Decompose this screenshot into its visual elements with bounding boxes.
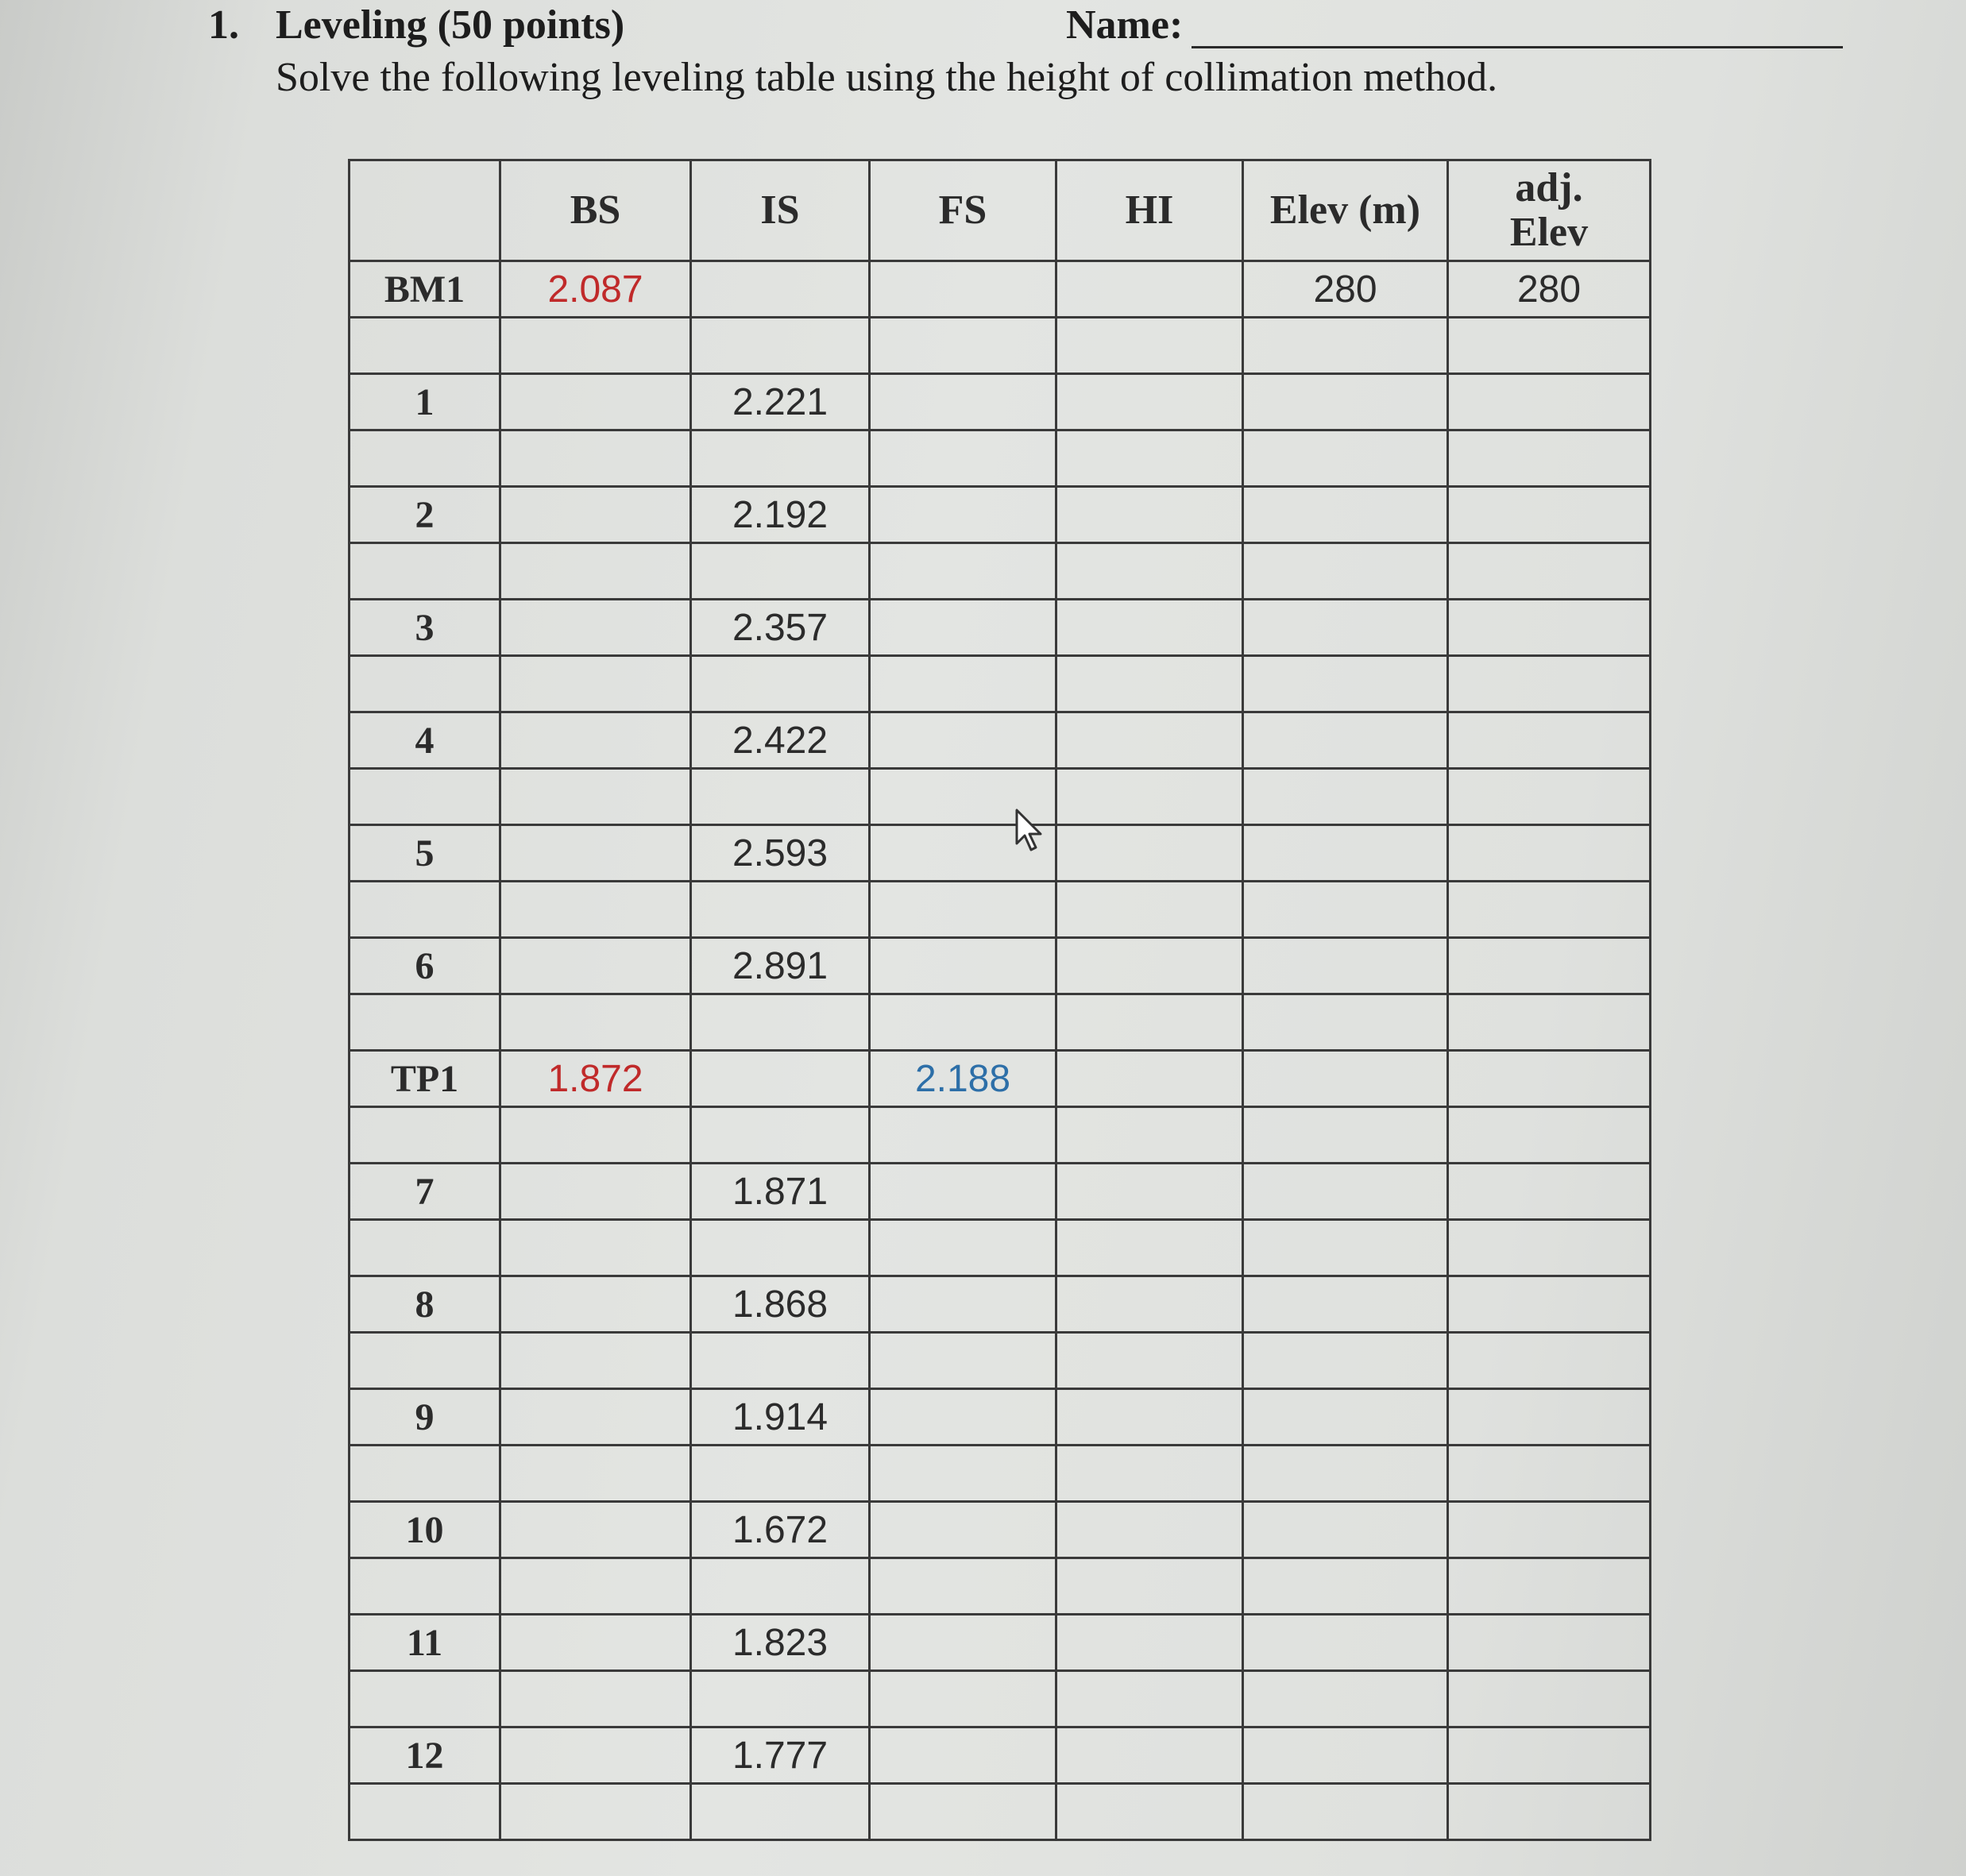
is-cell[interactable] [691, 1051, 870, 1107]
empty-cell[interactable] [1056, 543, 1243, 600]
empty-cell[interactable] [350, 656, 500, 712]
is-cell[interactable]: 1.823 [691, 1615, 870, 1671]
instructions-text: Solve the following leveling table using the height of collimation method. [276, 55, 1498, 100]
empty-cell[interactable] [870, 1107, 1056, 1164]
empty-cell[interactable] [500, 318, 691, 374]
elev-cell[interactable]: 280 [1243, 261, 1448, 318]
empty-cell[interactable] [691, 318, 870, 374]
column-header-fs: FS [870, 160, 1056, 261]
empty-cell[interactable] [1448, 1558, 1651, 1615]
empty-cell[interactable] [870, 1671, 1056, 1727]
bs-cell[interactable] [500, 600, 691, 656]
station-cell: 8 [350, 1276, 500, 1333]
fs-cell[interactable] [870, 1276, 1056, 1333]
empty-cell[interactable] [870, 1333, 1056, 1389]
name-field-line[interactable] [1192, 46, 1843, 48]
empty-cell[interactable] [350, 1220, 500, 1276]
table-row [350, 1502, 1651, 1558]
table-row [350, 712, 1651, 769]
hi-cell[interactable] [1056, 1276, 1243, 1333]
empty-cell[interactable] [1448, 1446, 1651, 1502]
question-title: Leveling (50 points) [276, 2, 625, 48]
empty-cell[interactable] [1243, 543, 1448, 600]
column-header-adj-elev: adj. Elev [1448, 160, 1651, 261]
empty-cell[interactable] [1448, 1107, 1651, 1164]
empty-cell[interactable] [1056, 656, 1243, 712]
empty-cell[interactable] [500, 543, 691, 600]
is-cell[interactable]: 1.777 [691, 1727, 870, 1784]
empty-cell[interactable] [870, 318, 1056, 374]
empty-cell[interactable] [1243, 656, 1448, 712]
hi-cell[interactable] [1056, 600, 1243, 656]
empty-cell[interactable] [500, 769, 691, 825]
column-header-bs: BS [500, 160, 691, 261]
empty-cell[interactable] [350, 769, 500, 825]
spacer-row [350, 656, 1651, 712]
empty-cell[interactable] [870, 543, 1056, 600]
empty-cell[interactable] [1056, 1446, 1243, 1502]
fs-cell[interactable] [870, 1502, 1056, 1558]
hi-cell[interactable] [1056, 1051, 1243, 1107]
elev-cell[interactable] [1243, 1727, 1448, 1784]
is-cell[interactable]: 1.672 [691, 1502, 870, 1558]
elev-cell[interactable] [1243, 1276, 1448, 1333]
elev-cell[interactable] [1243, 1051, 1448, 1107]
table-row [350, 487, 1651, 543]
adj-elev-cell[interactable] [1448, 487, 1651, 543]
adj-elev-cell[interactable] [1448, 1164, 1651, 1220]
empty-cell[interactable] [691, 1671, 870, 1727]
empty-cell[interactable] [1243, 1671, 1448, 1727]
bs-cell[interactable] [500, 1727, 691, 1784]
spacer-row [350, 769, 1651, 825]
elev-cell[interactable] [1243, 1502, 1448, 1558]
bs-cell[interactable]: 2.087 [500, 261, 691, 318]
spacer-row [350, 543, 1651, 600]
fs-cell[interactable] [870, 1727, 1056, 1784]
empty-cell[interactable] [350, 1107, 500, 1164]
spacer-row [350, 1220, 1651, 1276]
is-cell[interactable]: 2.357 [691, 600, 870, 656]
station-cell: 3 [350, 600, 500, 656]
is-cell[interactable]: 1.871 [691, 1164, 870, 1220]
bs-cell[interactable] [500, 1276, 691, 1333]
empty-cell[interactable] [500, 1558, 691, 1615]
header-row [350, 160, 1651, 261]
table-row [350, 1164, 1651, 1220]
table-row [350, 1051, 1651, 1107]
empty-cell[interactable] [1056, 1671, 1243, 1727]
empty-cell[interactable] [691, 430, 870, 487]
empty-cell[interactable] [1243, 1220, 1448, 1276]
spacer-row [350, 430, 1651, 487]
empty-cell[interactable] [870, 994, 1056, 1051]
empty-cell[interactable] [1056, 1784, 1243, 1840]
column-header-elev: Elev (m) [1243, 160, 1448, 261]
mouse-pointer-icon [1015, 809, 1047, 853]
empty-cell[interactable] [1056, 1333, 1243, 1389]
adj-elev-cell[interactable] [1448, 1276, 1651, 1333]
adj-elev-cell[interactable] [1448, 1389, 1651, 1446]
empty-cell[interactable] [1056, 1220, 1243, 1276]
column-header-hi: HI [1056, 160, 1243, 261]
empty-cell[interactable] [500, 1220, 691, 1276]
adj-elev-cell[interactable] [1448, 600, 1651, 656]
leveling-table [348, 159, 1651, 1841]
empty-cell[interactable] [1448, 656, 1651, 712]
empty-cell[interactable] [691, 543, 870, 600]
fs-cell[interactable] [870, 600, 1056, 656]
station-cell: 11 [350, 1615, 500, 1671]
spacer-row [350, 1671, 1651, 1727]
elev-cell[interactable] [1243, 1164, 1448, 1220]
table-row [350, 1276, 1651, 1333]
bs-cell[interactable] [500, 1389, 691, 1446]
station-cell: TP1 [350, 1051, 500, 1107]
is-cell[interactable]: 1.868 [691, 1276, 870, 1333]
hi-cell[interactable] [1056, 261, 1243, 318]
bs-cell[interactable] [500, 374, 691, 430]
empty-cell[interactable] [350, 543, 500, 600]
spacer-row [350, 994, 1651, 1051]
station-cell: 6 [350, 938, 500, 994]
is-cell[interactable]: 2.192 [691, 487, 870, 543]
station-cell: 4 [350, 712, 500, 769]
empty-cell[interactable] [500, 1671, 691, 1727]
hi-cell[interactable] [1056, 712, 1243, 769]
table-row [350, 374, 1651, 430]
empty-cell[interactable] [691, 656, 870, 712]
empty-cell[interactable] [691, 1446, 870, 1502]
empty-cell[interactable] [350, 1784, 500, 1840]
elev-cell[interactable] [1243, 374, 1448, 430]
station-cell: 1 [350, 374, 500, 430]
empty-cell[interactable] [691, 1107, 870, 1164]
station-cell: 7 [350, 1164, 500, 1220]
empty-cell[interactable] [1448, 882, 1651, 938]
fs-cell[interactable]: 2.188 [870, 1051, 1056, 1107]
empty-cell[interactable] [1243, 994, 1448, 1051]
station-cell: BM1 [350, 261, 500, 318]
empty-cell[interactable] [1056, 1558, 1243, 1615]
fs-cell[interactable] [870, 261, 1056, 318]
elev-cell[interactable] [1243, 1389, 1448, 1446]
bs-cell[interactable] [500, 1164, 691, 1220]
empty-cell[interactable] [350, 882, 500, 938]
hi-cell[interactable] [1056, 374, 1243, 430]
is-cell[interactable]: 2.422 [691, 712, 870, 769]
hi-cell[interactable] [1056, 1615, 1243, 1671]
empty-cell[interactable] [691, 769, 870, 825]
adj-elev-cell[interactable] [1448, 1615, 1651, 1671]
hi-cell[interactable] [1056, 938, 1243, 994]
fs-cell[interactable] [870, 374, 1056, 430]
empty-cell[interactable] [1243, 882, 1448, 938]
empty-cell[interactable] [350, 1558, 500, 1615]
station-cell: 12 [350, 1727, 500, 1784]
hi-cell[interactable] [1056, 487, 1243, 543]
empty-cell[interactable] [691, 882, 870, 938]
table-row [350, 1727, 1651, 1784]
is-cell[interactable] [691, 261, 870, 318]
empty-cell[interactable] [870, 1784, 1056, 1840]
elev-cell[interactable] [1243, 1615, 1448, 1671]
empty-cell[interactable] [500, 1107, 691, 1164]
bs-cell[interactable] [500, 487, 691, 543]
fs-cell[interactable] [870, 938, 1056, 994]
empty-cell[interactable] [1448, 1220, 1651, 1276]
column-header-station [350, 160, 500, 261]
table-row [350, 600, 1651, 656]
station-cell: 2 [350, 487, 500, 543]
fs-cell[interactable] [870, 1389, 1056, 1446]
empty-cell[interactable] [870, 1446, 1056, 1502]
empty-cell[interactable] [1056, 318, 1243, 374]
spacer-row [350, 1333, 1651, 1389]
spacer-row [350, 1107, 1651, 1164]
adj-elev-cell[interactable] [1448, 712, 1651, 769]
elev-cell[interactable] [1243, 600, 1448, 656]
empty-cell[interactable] [350, 1446, 500, 1502]
adj-elev-cell[interactable] [1448, 1051, 1651, 1107]
station-cell: 9 [350, 1389, 500, 1446]
column-header-is: IS [691, 160, 870, 261]
bs-cell[interactable] [500, 825, 691, 882]
empty-cell[interactable] [1056, 994, 1243, 1051]
empty-cell[interactable] [1243, 1107, 1448, 1164]
bs-cell[interactable]: 1.872 [500, 1051, 691, 1107]
empty-cell[interactable] [500, 1784, 691, 1840]
spacer-row [350, 1784, 1651, 1840]
adj-elev-cell[interactable] [1448, 825, 1651, 882]
spacer-row [350, 1446, 1651, 1502]
adj-elev-cell[interactable] [1448, 1502, 1651, 1558]
empty-cell[interactable] [350, 318, 500, 374]
elev-cell[interactable] [1243, 487, 1448, 543]
empty-cell[interactable] [1448, 994, 1651, 1051]
fs-cell[interactable] [870, 1615, 1056, 1671]
empty-cell[interactable] [1243, 1446, 1448, 1502]
empty-cell[interactable] [870, 1558, 1056, 1615]
bs-cell[interactable] [500, 1615, 691, 1671]
bs-cell[interactable] [500, 712, 691, 769]
bs-cell[interactable] [500, 938, 691, 994]
fs-cell[interactable] [870, 1164, 1056, 1220]
empty-cell[interactable] [870, 882, 1056, 938]
spacer-row [350, 1558, 1651, 1615]
hi-cell[interactable] [1056, 825, 1243, 882]
empty-cell[interactable] [1448, 318, 1651, 374]
spacer-row [350, 882, 1651, 938]
table-row [350, 938, 1651, 994]
empty-cell[interactable] [500, 1446, 691, 1502]
elev-cell[interactable] [1243, 712, 1448, 769]
empty-cell[interactable] [1056, 769, 1243, 825]
empty-cell[interactable] [870, 1220, 1056, 1276]
is-cell[interactable]: 2.891 [691, 938, 870, 994]
empty-cell[interactable] [691, 1784, 870, 1840]
empty-cell[interactable] [1056, 430, 1243, 487]
empty-cell[interactable] [1243, 1333, 1448, 1389]
empty-cell[interactable] [691, 1333, 870, 1389]
empty-cell[interactable] [1056, 882, 1243, 938]
empty-cell[interactable] [691, 1558, 870, 1615]
empty-cell[interactable] [870, 430, 1056, 487]
name-label: Name: [1066, 2, 1184, 48]
fs-cell[interactable] [870, 487, 1056, 543]
empty-cell[interactable] [1243, 769, 1448, 825]
is-cell[interactable]: 2.221 [691, 374, 870, 430]
empty-cell[interactable] [1243, 1558, 1448, 1615]
empty-cell[interactable] [1243, 430, 1448, 487]
question-number: 1. [208, 2, 239, 48]
is-cell[interactable]: 1.914 [691, 1389, 870, 1446]
empty-cell[interactable] [691, 1220, 870, 1276]
empty-cell[interactable] [1243, 318, 1448, 374]
table-row [350, 825, 1651, 882]
empty-cell[interactable] [870, 656, 1056, 712]
elev-cell[interactable] [1243, 825, 1448, 882]
empty-cell[interactable] [1243, 1784, 1448, 1840]
empty-cell[interactable] [500, 882, 691, 938]
empty-cell[interactable] [1448, 1671, 1651, 1727]
empty-cell[interactable] [500, 430, 691, 487]
empty-cell[interactable] [350, 994, 500, 1051]
empty-cell[interactable] [691, 994, 870, 1051]
station-cell: 10 [350, 1502, 500, 1558]
empty-cell[interactable] [1056, 1107, 1243, 1164]
empty-cell[interactable] [1448, 1333, 1651, 1389]
hi-cell[interactable] [1056, 1164, 1243, 1220]
empty-cell[interactable] [350, 1333, 500, 1389]
adj-elev-cell[interactable] [1448, 374, 1651, 430]
empty-cell[interactable] [500, 994, 691, 1051]
empty-cell[interactable] [1448, 430, 1651, 487]
table-row [350, 1615, 1651, 1671]
elev-cell[interactable] [1243, 938, 1448, 994]
adj-elev-cell[interactable]: 280 [1448, 261, 1651, 318]
empty-cell[interactable] [1448, 1784, 1651, 1840]
hi-cell[interactable] [1056, 1502, 1243, 1558]
empty-cell[interactable] [350, 1671, 500, 1727]
empty-cell[interactable] [500, 1333, 691, 1389]
hi-cell[interactable] [1056, 1389, 1243, 1446]
bs-cell[interactable] [500, 1502, 691, 1558]
fs-cell[interactable] [870, 712, 1056, 769]
hi-cell[interactable] [1056, 1727, 1243, 1784]
adj-elev-cell[interactable] [1448, 1727, 1651, 1784]
empty-cell[interactable] [1448, 543, 1651, 600]
station-cell: 5 [350, 825, 500, 882]
table-row [350, 261, 1651, 318]
empty-cell[interactable] [500, 656, 691, 712]
spacer-row [350, 318, 1651, 374]
adj-elev-cell[interactable] [1448, 938, 1651, 994]
is-cell[interactable]: 2.593 [691, 825, 870, 882]
empty-cell[interactable] [350, 430, 500, 487]
empty-cell[interactable] [1448, 769, 1651, 825]
table-row [350, 1389, 1651, 1446]
